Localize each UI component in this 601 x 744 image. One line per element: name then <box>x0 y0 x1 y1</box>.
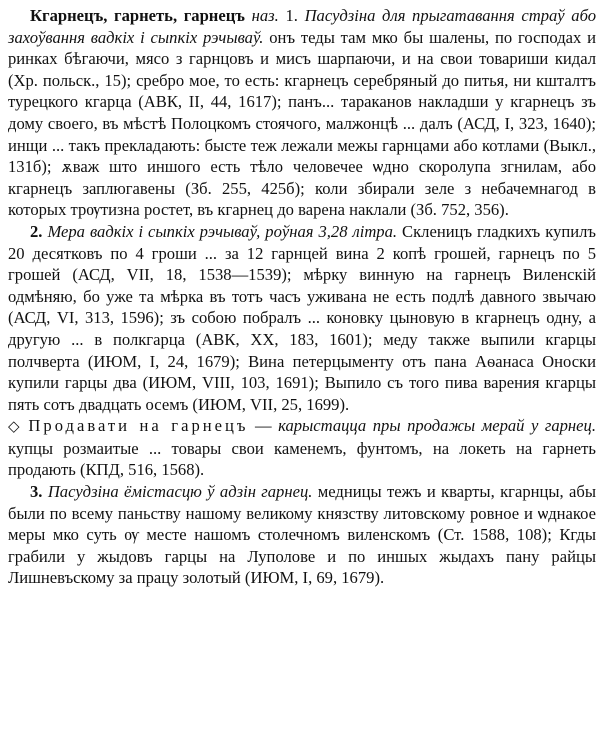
headword: Кгарнецъ, гарнеть, гарнецъ <box>30 6 245 25</box>
sense-1-paragraph <box>8 5 596 221</box>
sense-2-definition: Мера вадкіх і сыпкіх рэчываў, роўная 3,28 літра. <box>47 221 398 241</box>
idiom-phrase: Продавати на гарнецъ <box>28 416 249 436</box>
idiom-quotation: купцы розмаитые ... товары свои каменемъ, фунтомъ, на локеть на гарнеть продають (КПД, 516, 1568). <box>8 438 596 480</box>
sense-1-definition: Пасудзіна для прыгатавання страў або захоўвання вадкіх і сыпкіх рэчываў. <box>8 6 597 47</box>
idiom-dash: — <box>248 416 279 436</box>
sense-2-paragraph <box>8 221 596 415</box>
sense-1-quotations: онъ теды там мко бы шалены, по господах и ринках бѣгаючи, мясо з гарнцовъ и мисъ шарпаючи, и на свои товариши кидал (Хр. польск., 15); сребро мое, то есть: кгарнецъ серебряный до питья, ни кшталтъ турецкого кгарца (АВК, II, 44, 1617); панъ... тараканов накладши у кгарнецъ зъ дому своего, въ мѣстѣ Полоцкомъ стоячого, малжонцѣ ... далъ (АСД, I, 323, 1640); инщи ... такъ прекладають: бысте теж лежали межы гарнцами або котлами (Выкл., 131б); ѫваж што иншого есть тѣло человечее ѡдно скоролупа згнилам, або кгарнецъ заплюгавены (Зб. 255, 425б); коли збирали зеле з небачемнагод в которых трѹтизна ростет, въ кгарнец до варена наклали (Зб. 752, 356). <box>8 27 597 220</box>
diamond-icon: ◇ <box>8 417 22 436</box>
sense-1-number: 1. <box>285 6 298 25</box>
grammar-label: наз. <box>251 6 279 25</box>
sense-3-paragraph <box>8 481 596 589</box>
sense-3-number: 3. <box>30 482 43 502</box>
idiom-definition: карыстацца пры продажы мерай у гарнец. <box>278 416 596 436</box>
sense-2-number: 2. <box>30 221 43 241</box>
sense-3-quotations: медницы тежъ и кварты, кгарнцы, абы были по всему паньству нашому великому князству литовскому ровное и ѡднакое меры мко суть ѹ месте нашомъ столечномъ виленскомъ (Ст. 1588, 108); Кгды грабили у жыдовъ гарцы на Луполове и по иншых жыдахъ пану райцы Лишневъскому за працу золотый (ИЮМ, I, 69, 1679). <box>8 482 597 588</box>
sense-3-definition: Пасудзіна ёмістасцю ў адзін гарнец. <box>47 482 313 502</box>
idiom-paragraph <box>8 415 596 481</box>
sense-2-quotations: Скленицъ гладкихъ купилъ 20 десятковъ по 4 гроши ... за 12 гарнцей вина 2 копѣ грошей, гарнецъ по 5 грошей (АСД, VII, 18, 1538—1539); мѣрку винную на гарнецъ Виленскій одмѣняю, бо уже та мѣрка въ тотъ часъ уживана не есть подлѣ давного звычаю (АСД, VI, 313, 1596); зъ собою побралъ ... коновку цыновую в кгарнецъ одну, а другую ... в полкгарца (АВК, XX, 183, 1601); меду также выпили кгарцы полчверта (ИЮМ, I, 24, 1679); Вина петерцыменту отъ пана Аѳанаса Оноски купили гарцы два (ИЮМ, VIII, 103, 1691); Выпило съ того пива варения кгарцы пять сотъ двадцать осемъ (ИЮМ, VII, 25, 1699). <box>8 221 596 414</box>
